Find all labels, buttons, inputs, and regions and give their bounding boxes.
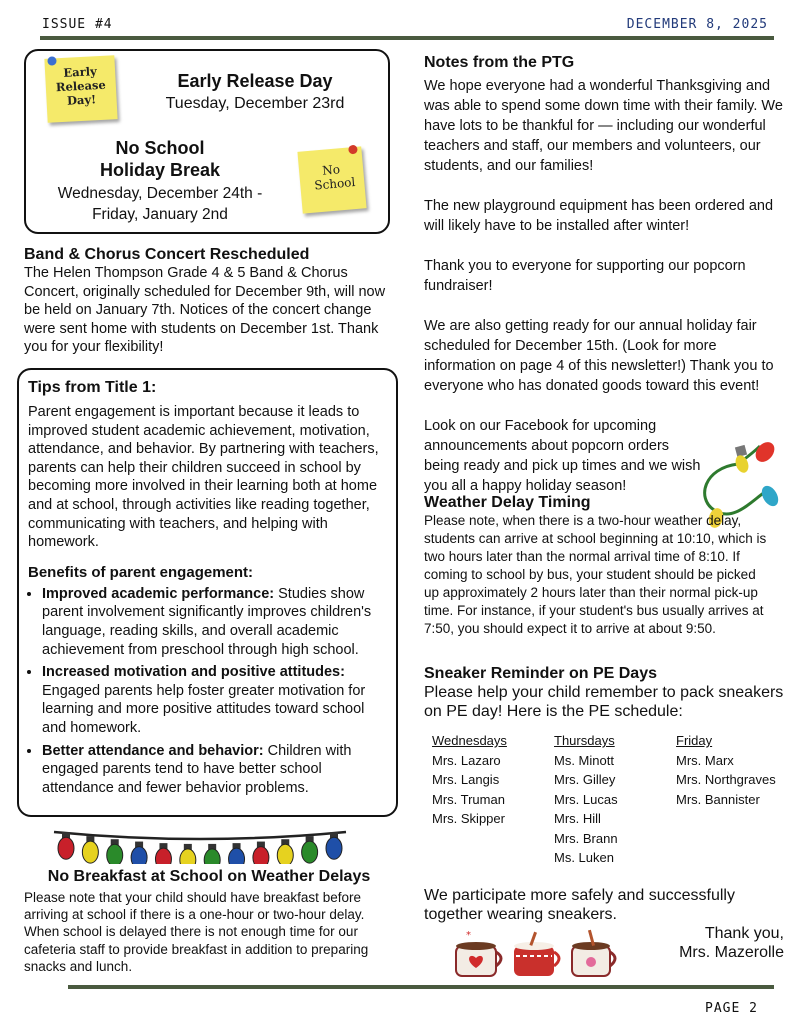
tips-title: Tips from Title 1: (28, 379, 157, 396)
schedule-teacher: Mrs. Truman (432, 791, 505, 807)
holiday-break-title: Holiday Break (99, 160, 221, 180)
pe-schedule-wednesdays (432, 731, 507, 829)
schedule-teacher: Mrs. Lucas (554, 791, 618, 807)
ptg-section (424, 54, 784, 496)
breakfast-body: Please note that your child should have breakfast before arriving at school if there is a one-hour or two-hour delay. When school is delayed there is not enough time for our cafeteria staff to provide breakfast in addition to preparing snacks and lunch. (24, 890, 369, 974)
ptg-paragraph: Thank you to everyone for supporting our popcorn fundraiser! (424, 258, 746, 294)
ptg-paragraph: The new playground equipment has been ordered and will likely have to be installed after winter! (424, 198, 774, 234)
schedule-teacher: Ms. Minott (554, 752, 614, 768)
schedule-teacher: Mrs. Brann (554, 830, 618, 846)
band-chorus-title: Band & Chorus Concert Rescheduled (24, 246, 310, 263)
light-bulb-icon (326, 837, 342, 859)
svg-text:*: * (466, 930, 471, 941)
light-bulb-icon (82, 841, 98, 863)
light-bulb-icon (253, 847, 269, 864)
light-bulb-icon (131, 847, 147, 864)
light-bulb-icon (58, 837, 74, 859)
closing-note (424, 886, 774, 924)
holiday-lights-string-icon (52, 824, 348, 864)
pe-schedule-friday (676, 731, 776, 809)
thank-you-text: Thank you, (704, 925, 784, 942)
ptg-title: Notes from the PTG (424, 54, 575, 71)
band-chorus-body: The Helen Thompson Grade 4 & 5 Band & Chorus Concert, originally scheduled for December 9th, will now be held on January 7th. Notices of the concert change were sent home with students on December 1st. Thank you for your flexibility! (24, 265, 386, 356)
signature-name: Mrs. Mazerolle (679, 944, 784, 961)
pe-schedule-thursdays (554, 731, 618, 868)
issue-number: ISSUE #4 (42, 17, 113, 32)
ptg-paragraph: We are also getting ready for our annual holiday fair scheduled for December 15th. (Look for more information on page 4 of this newsletter!) Thank you to everyone who has donated goods toward this event! (424, 318, 774, 394)
light-bulb-icon (107, 844, 123, 864)
pushpin-icon (47, 56, 56, 65)
sneaker-title: Sneaker Reminder on PE Days (424, 665, 657, 682)
issue-date: DECEMBER 8, 2025 (626, 17, 768, 32)
light-bulb-icon (277, 844, 293, 864)
schedule-teacher: Mrs. Gilley (554, 772, 616, 787)
light-bulb-icon (204, 849, 220, 864)
benefits-title: Benefits of parent engagement: (28, 563, 254, 581)
schedule-day-heading: Wednesdays (432, 733, 507, 748)
closing-text: We participate more safely and successfully together wearing sneakers. (424, 887, 735, 923)
schedule-teacher: Mrs. Skipper (432, 811, 505, 826)
benefit-item: • Improved academic performance: Studies show parent involvement significantly improves children's language, reading skills, and overall academic achievement from preschool through high school. (42, 585, 386, 659)
schedule-teacher: Mrs. Marx (676, 752, 734, 768)
pushpin-icon (348, 145, 358, 155)
header-rule (40, 36, 774, 40)
sneaker-body: Please help your child remember to pack sneakers on PE day! Here is the PE schedule: (424, 684, 784, 720)
breakfast-title: No Breakfast at School on Weather Delays (47, 868, 371, 885)
calendar-box (24, 49, 390, 234)
schedule-teacher: Mrs. Langis (432, 772, 500, 787)
benefit-item: • Better attendance and behavior: Children with engaged parents tend to have better school attendance and fewer behavior problems. (42, 742, 386, 798)
sticky-no-school-text: No School (313, 162, 356, 193)
schedule-teacher: Mrs. Bannister (676, 791, 760, 807)
signature-block (679, 924, 784, 962)
weather-delay-section (424, 494, 774, 638)
weather-delay-title: Weather Delay Timing (424, 494, 591, 511)
ptg-paragraph: We hope everyone had a wonderful Thanksgiving and was able to spend some down time with their family. We have lots to be thankful for — including our wonderful teachers and staff, our members and volunteers, our students, and our families! (424, 78, 783, 174)
schedule-teacher: Mrs. Lazaro (432, 752, 501, 768)
tips-intro: Parent engagement is important because it leads to improved student academic achievement, motivation, attendance, and behavior. By partnering with teachers, parents can help their children succeed in school by becoming more involved in their learning both at home and at school, through activities like reading together, communicating with teachers, and helping with homework. (28, 404, 379, 551)
schedule-day-heading: Friday (676, 733, 713, 748)
schedule-day-heading: Thursdays (554, 733, 615, 748)
band-chorus-section (24, 246, 392, 357)
light-bulb-icon (180, 849, 196, 864)
light-bulb-icon (155, 848, 171, 864)
schedule-teacher: Mrs. Northgraves (676, 772, 776, 787)
no-school-sticky-note (297, 146, 366, 213)
footer-rule (68, 985, 774, 989)
light-bulb-icon (229, 848, 245, 864)
holiday-dates-line2: Friday, January 2nd (92, 206, 228, 223)
ptg-paragraph: Look on our Facebook for upcoming announcements about popcorn orders being ready and pick up times and we wish you all a happy holiday season! (424, 418, 701, 494)
early-release-date: Tuesday, December 23rd (165, 95, 345, 112)
weather-delay-body: Please note, when there is a two-hour weather delay, students can arrive at school beginning at 10:10, which is two hours later than the normal arrival time of 8:10. If coming to school by bus, your student should be picked up approximately 2 hours later than their normal pick-up time. For instance, if your student's bus usually arrives at 7:50, you should expect it to arrive at about 9:50. (424, 513, 767, 636)
title1-tips-box (17, 368, 398, 817)
benefits-list (28, 585, 386, 798)
no-school-title: No School (115, 138, 205, 158)
light-bulb-icon (302, 841, 318, 863)
sticky-early-release-text: Early Release Day! (55, 64, 107, 108)
early-release-sticky-note (44, 55, 117, 123)
schedule-teacher: Ms. Luken (554, 850, 614, 865)
benefit-item: • Increased motivation and positive attitudes: Engaged parents help foster greater motivation for learning and more positive attitudes toward school and homework. (42, 663, 386, 737)
breakfast-section (24, 868, 394, 975)
holiday-dates-line1: Wednesday, December 24th - (57, 185, 263, 202)
schedule-teacher: Mrs. Hill (554, 811, 601, 826)
early-release-title: Early Release Day (177, 71, 333, 91)
page-number: PAGE 2 (705, 1001, 758, 1016)
cocoa-mugs-icon (452, 928, 622, 980)
sneaker-reminder-section (424, 665, 784, 721)
